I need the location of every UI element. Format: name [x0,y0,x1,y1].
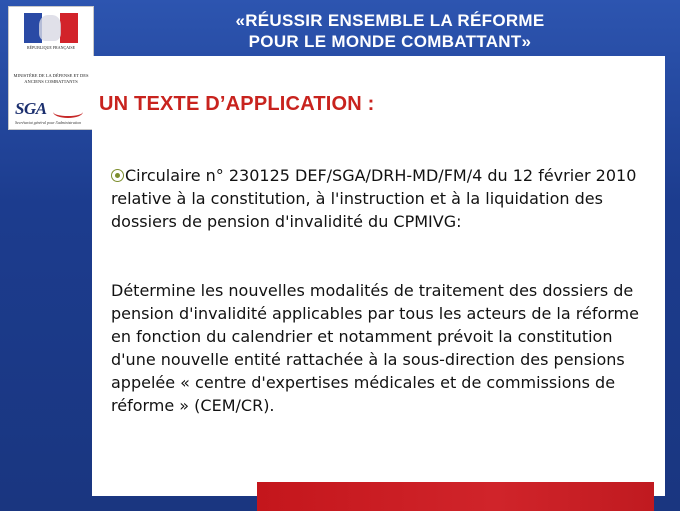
sga-subtitle: Secrétariat général pour l'administration [15,120,82,125]
circle-bullet-icon [111,169,124,182]
ministry-logo [8,6,94,130]
page-title: UN TEXTE D’APPLICATION : [99,93,375,115]
content-panel [92,56,665,496]
paragraph-determine: Détermine les nouvelles modalités de traitement des dossiers de pension d'invalidité applicables par tous les acteurs de la réforme en fonction du calendrier et notamment prévoit la constitution d'une nouvelle entité rattachée à la sous-direction des pensions appelée « centre d'expertises médicales et de commissions de réforme » (CEM/CR). [111,281,639,415]
bottom-accent-bar [257,482,654,511]
paragraph-circulaire-text: Circulaire n° 230125 DEF/SGA/DRH-MD/FM/4 du 12 février 2010 relative à la constitution, à l'instruction et à la liquidation des dossiers de pension d'invalidité du CPMIVG: [111,166,637,231]
header-line-1: «RÉUSSIR ENSEMBLE LA RÉFORME [235,11,545,30]
sga-logo: SGA [15,99,47,118]
slide-header [100,8,680,54]
marianne-icon [39,15,61,41]
header-line-2: POUR LE MONDE COMBATTANT» [248,32,532,51]
paragraph-circulaire [111,164,659,233]
sga-swoosh-icon [53,106,83,118]
republique-label: RÉPUBLIQUE FRANÇAISE [26,45,76,50]
ministere-label: MINISTÈRE DE LA DÉFENSE ET DES ANCIENS COMBATTANTS [13,73,89,84]
